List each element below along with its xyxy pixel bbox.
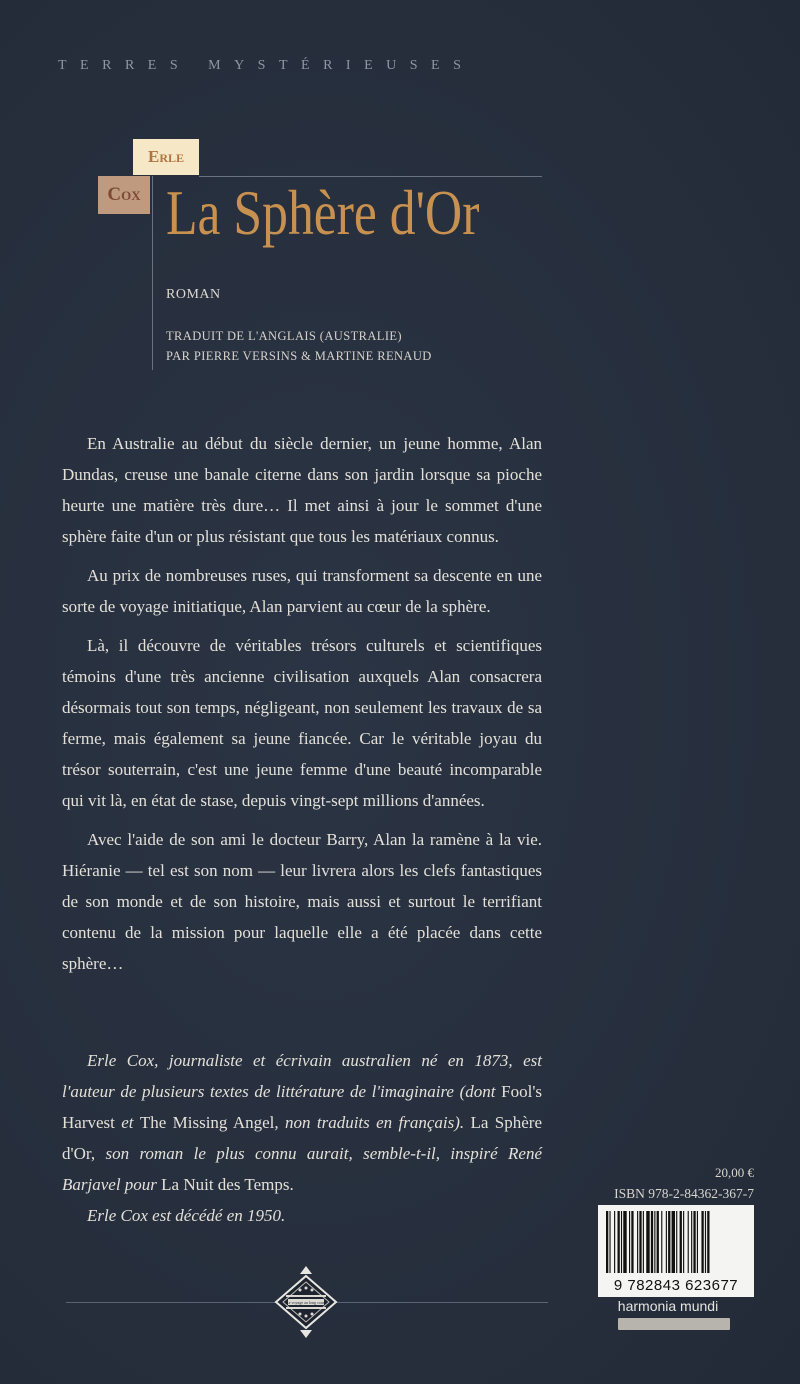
barcode-bar (631, 1211, 633, 1273)
bio-text: et (114, 1113, 140, 1132)
publisher-name: harmonia mundi (617, 1298, 719, 1314)
barcode-bar (680, 1211, 682, 1273)
translation-line-1: TRADUIT DE L'ANGLAIS (AUSTRALIE) (166, 329, 402, 343)
author-first-name: Erle (133, 139, 199, 175)
bio-book-title: La Sphère d'Or, (62, 1113, 542, 1163)
barcode-bar (676, 1211, 677, 1273)
publisher-sublabel (618, 1318, 730, 1330)
barcode-bar (657, 1211, 659, 1273)
barcode-bar (646, 1211, 649, 1273)
barcode-bar (621, 1211, 622, 1273)
barcode-bar (606, 1211, 608, 1273)
barcode-bar (643, 1211, 644, 1273)
genre-label: ROMAN (166, 287, 221, 302)
barcode-bar (654, 1211, 655, 1273)
barcode-bar (707, 1211, 709, 1273)
synopsis-paragraph: Au prix de nombreuses ruses, qui transforment sa descente en une sorte de voyage initiatique, Alan parvient au cœur de la sphère. (62, 566, 542, 616)
barcode-bar (666, 1211, 667, 1273)
barcode-bars (598, 1205, 754, 1277)
barcode-bar (614, 1211, 615, 1273)
bio-paragraph (62, 1045, 542, 1200)
barcode-bar (672, 1211, 675, 1273)
author-last-name: Cox (98, 176, 150, 214)
bio-text: son roman le plus connu aurait, semble-t-il, inspiré René Barjavel pour (62, 1144, 542, 1194)
bio-text: , non traduits en français). (274, 1113, 465, 1132)
price: 20,00 € (715, 1165, 754, 1180)
barcode-bar (639, 1211, 641, 1273)
barcode-bar (705, 1211, 706, 1273)
barcode-bar (693, 1211, 695, 1273)
bio-book-title: The Missing Angel (139, 1113, 275, 1132)
bio-paragraph (62, 1200, 542, 1231)
synopsis-paragraph: Là, il découvre de véritables trésors culturels et scientifiques témoins d'une très ancienne civilisation auxquels Alan consacrera désormais tout son temps, négligeant, non seulement les travaux de sa ferme, mais également sa jeune fiancée. Car le véritable joyau du trésor souterrain, c'est une jeune femme d'une beauté incomparable qui vit là, en état de stase, depuis vingt-sept millions d'années. (62, 636, 542, 810)
barcode-bar (661, 1211, 662, 1273)
barcode-bar (623, 1211, 626, 1273)
synopsis (62, 428, 542, 987)
isbn: ISBN 978-2-84362-367-7 (614, 1186, 754, 1201)
bio-text: Erle Cox, journaliste et écrivain australien né en 1873, est l'auteur de plusieurs textes de littérature de l'imaginaire (dont (62, 1051, 542, 1101)
book-title: La Sphère d'Or (166, 178, 480, 248)
barcode-bar (688, 1211, 689, 1273)
barcode-digits: 9 782843 623677 (613, 1277, 739, 1294)
barcode-bar (701, 1211, 703, 1273)
barcode-bar (651, 1211, 653, 1273)
barcode-bar (637, 1211, 638, 1273)
bio-book-title: La Nuit des Temps. (156, 1175, 294, 1194)
barcode-bar (683, 1211, 684, 1273)
barcode-bar (691, 1211, 692, 1273)
synopsis-paragraph: Avec l'aide de son ami le docteur Barry, Alan la ramène à la vie. Hiéranie — tel est son nom — leur livrera alors les clefs fantastiques de son monde et de son histoire, mais aussi et surtout le terrifiant contenu de la mission pour laquelle elle a été placée dans cette sphère… (62, 830, 542, 973)
title-rule-horizontal (199, 176, 542, 177)
synopsis-paragraph: En Australie au début du siècle dernier, un jeune homme, Alan Dundas, creuse une banale citerne dans son jardin lorsque sa pioche heurte une matière très dure… Il met ainsi à jour le sommet d'une sphère faite d'un or plus résistant que tous les matériaux connus. (62, 434, 542, 546)
author-bio (62, 1045, 542, 1231)
barcode-bar (668, 1211, 670, 1273)
title-rule-vertical (152, 176, 153, 370)
barcode-bar (629, 1211, 630, 1273)
barcode-bar (609, 1211, 610, 1273)
translation-line-2: PAR PIERRE VERSINS & MARTINE RENAUD (166, 349, 432, 363)
barcode (598, 1205, 754, 1297)
series-name: TERRES MYSTÉRIEUSES (58, 58, 475, 73)
barcode-bar (618, 1211, 620, 1273)
publisher-logo-icon (270, 1262, 342, 1342)
logo-text: Le voyage au long cours (286, 1300, 326, 1305)
bio-book-title: Fool's Harvest (62, 1082, 542, 1132)
bio-text: Erle Cox est décédé en 1950. (87, 1206, 286, 1225)
barcode-bar (697, 1211, 698, 1273)
